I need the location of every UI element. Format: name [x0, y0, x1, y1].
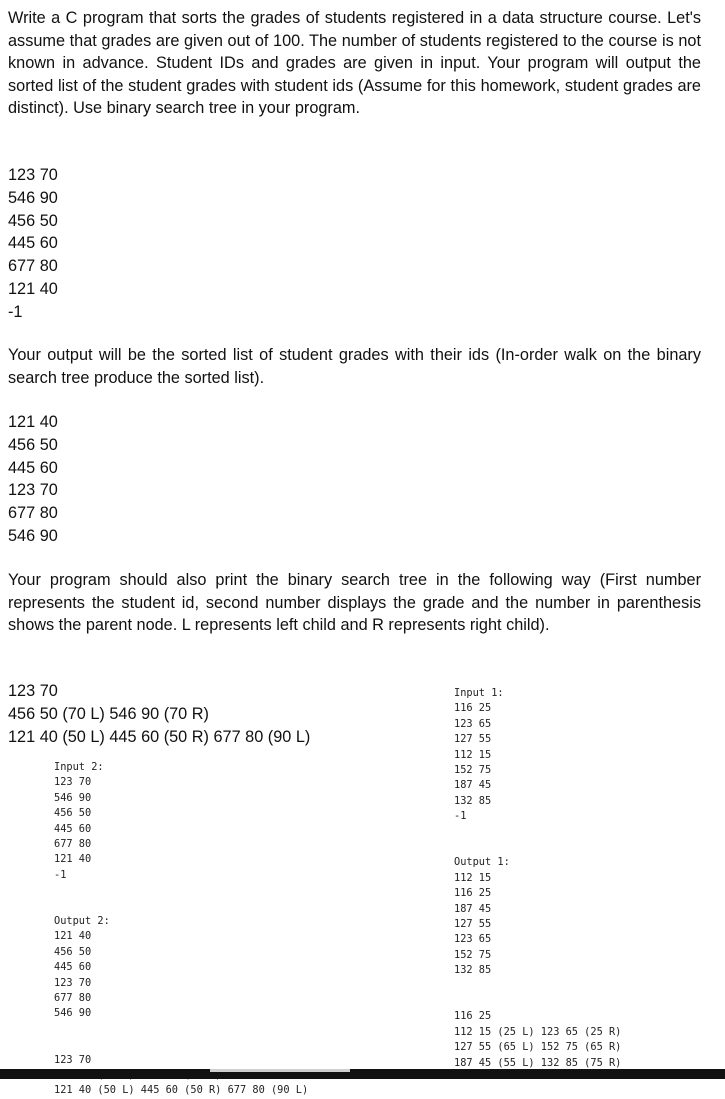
intro-paragraph: Write a C program that sorts the grades of students registered in a data structure course. Let's assume that grades are given out of 100. The number of students registered to the course is not known in advance. Student IDs and grades are given in input. Your program will output the sorted list of the student grades with student ids (Assume for this homework, student grades are distinct). Use binary search tree in your program.: [8, 9, 701, 117]
spacer: [454, 994, 621, 1009]
example2-output-line: 445 60: [54, 961, 92, 974]
example2-output-line: 546 90: [54, 1007, 92, 1020]
example2-input-line: 445 60: [54, 822, 92, 835]
sample-input-line: 456 50: [8, 211, 58, 230]
example2-input-label: Input 2:: [54, 761, 104, 773]
example1-block: [454, 686, 621, 1071]
bst-level-line: 456 50 (70 L) 546 90 (70 R): [8, 705, 209, 723]
spacer: [54, 1037, 308, 1052]
example2-block: [54, 760, 308, 1099]
example1-input-line: 187 45: [454, 779, 492, 792]
example2-tree-line: 123 70: [54, 1053, 92, 1066]
sample-input-line: 121 40: [8, 279, 58, 298]
example1-tree-line: 187 45 (55 L) 132 85 (75 R): [454, 1056, 622, 1069]
output-description: Your output will be the sorted list of student grades with their ids (In-order walk on the binary search tree produce the sorted list).: [8, 346, 701, 387]
example2-tree-line: 121 40 (50 L) 445 60 (50 R) 677 80 (90 L): [54, 1084, 309, 1097]
example1-input-line: 127 55: [454, 733, 492, 746]
spacer: [54, 899, 308, 914]
example2-input-line: 456 50: [54, 807, 92, 820]
spacer: [454, 825, 621, 840]
sample-output-line: 456 50: [8, 435, 58, 454]
spacer: [54, 1022, 308, 1037]
sample-output-line: 546 90: [8, 526, 58, 545]
example1-input-line: 152 75: [454, 764, 492, 777]
bst-example: [8, 680, 310, 749]
example1-output-line: 116 25: [454, 887, 492, 900]
example2-input-line: 677 80: [54, 838, 92, 851]
example1-input-line: 112 15: [454, 748, 492, 761]
example2-output-label: Output 2:: [54, 915, 110, 928]
example1-output-label: Output 1:: [454, 856, 510, 869]
spacer: [454, 979, 621, 994]
sample-input-line: 445 60: [8, 234, 58, 253]
tree-print-description: Your program should also print the binary search tree in the following way (First number represents the student id, second number displays the grade and the number in parenthesis shows the parent node. L represents left child and R represents right child).: [8, 571, 701, 634]
sample-input-line: 546 90: [8, 188, 58, 207]
sample-output-line: 677 80: [8, 504, 58, 523]
example2-output-line: 456 50: [54, 945, 92, 958]
spacer: [454, 840, 621, 855]
example1-output-line: 127 55: [454, 918, 492, 931]
bst-level-line: 123 70: [8, 682, 58, 700]
example1-output-line: 123 65: [454, 933, 492, 946]
sample-output-list: [8, 411, 58, 548]
bst-level-line: 121 40 (50 L) 445 60 (50 R) 677 80 (90 L): [8, 728, 311, 746]
example1-tree-line: 116 25: [454, 1010, 492, 1023]
example2-input-line: 546 90: [54, 791, 92, 804]
example1-tree-line: 127 55 (65 L) 152 75 (65 R): [454, 1041, 622, 1054]
example1-input-line: 132 85: [454, 794, 492, 807]
sample-input-line: 123 70: [8, 166, 58, 184]
example2-output-line: 123 70: [54, 976, 92, 989]
sample-input-line: -1: [8, 302, 23, 321]
sample-output-line: 445 60: [8, 458, 58, 477]
example1-input-line: -1: [454, 810, 467, 823]
example2-input-line: 123 70: [54, 776, 92, 789]
example2-output-line: 121 40: [54, 930, 92, 943]
sample-output-line: 121 40: [8, 413, 58, 431]
spacer: [54, 883, 308, 898]
example1-output-line: 187 45: [454, 902, 492, 915]
example2-input-line: 121 40: [54, 853, 92, 866]
example1-input-line: 123 65: [454, 717, 492, 730]
scroll-thumb[interactable]: [210, 1069, 350, 1072]
sample-output-line: 123 70: [8, 481, 58, 500]
example1-input-line: 116 25: [454, 702, 492, 715]
example1-tree-line: 112 15 (25 L) 123 65 (25 R): [454, 1025, 622, 1038]
example2-output-line: 677 80: [54, 992, 92, 1005]
example1-input-label: Input 1:: [454, 687, 504, 699]
sample-input-list: [8, 164, 58, 324]
sample-input-line: 677 80: [8, 257, 58, 276]
example1-output-line: 112 15: [454, 871, 492, 884]
example1-output-line: 132 85: [454, 964, 492, 977]
example2-input-line: -1: [54, 868, 67, 881]
example1-output-line: 152 75: [454, 948, 492, 961]
bottom-bar: [0, 1069, 725, 1079]
